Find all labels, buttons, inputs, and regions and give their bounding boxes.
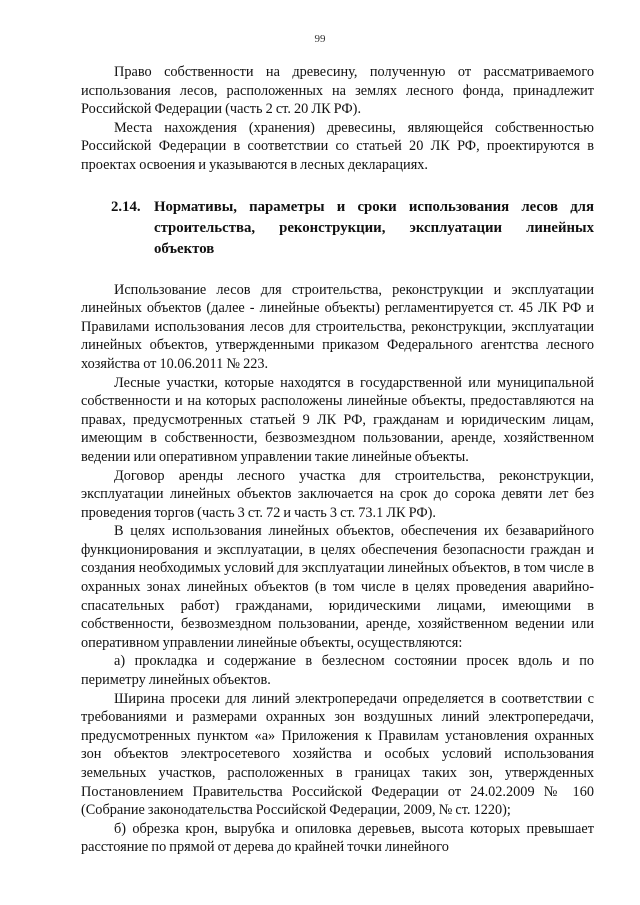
paragraph: Ширина просеки для линий электропередачи определяется в соответствии с требованиями и размерами охранных зон воздушных линий электропередачи, предусмотренных пунктом «а» Приложения к Правилам установления охранных зон объектов электросетевого хозяйства и особых условий использования земельных участков, расположенных в границах таких зон, утвержденных Постановлением Правительства Российской Федерации от 24.02.2009 № 160 (Собрание законодательства Российской Федерации, 2009, № ст. 1220); [81, 690, 594, 819]
list-item-b: б) обрезка крон, вырубка и опиловка деревьев, высота которых превышает расстояние по прямой от дерева до крайней точки линейного [81, 820, 594, 856]
paragraph: Использование лесов для строительства, реконструкции и эксплуатации линейных объектов (далее - линейные объекты) регламентируется ст. 45 ЛК РФ и Правилами использования лесов для строительства, реконструкции, эксплуатации линейных объектов, утвержденными приказом Федерального агентства лесного хозяйства от 10.06.2011 № 223. [81, 281, 594, 372]
paragraph: Места нахождения (хранения) древесины, являющейся собственностью Российской Федерации в соответствии со статьей 20 ЛК РФ, проектируются в проектах освоения и указываются в лесных декларациях. [81, 119, 594, 173]
paragraph: В целях использования линейных объектов, обеспечения их безаварийного функционирования и эксплуатации, в целях обеспечения безопасности граждан и создания необходимых условий для эксплуатации линейных объектов, в том числе в охранных зонах линейных объектов (в том числе в целях проведения аварийно-спасательных работ) гражданами, юридическими лицами, имеющими в собственности, безвозмездном пользовании, аренде, хозяйственном ведении или оперативном управлении линейные объекты, осуществляются: [81, 523, 594, 651]
paragraph: Лесные участки, которые находятся в государственной или муниципальной собственности и на которых расположены линейные объекты, предоставляются на правах, предусмотренных статьей 9 ЛК РФ, гражданам и юридическим лицам, имеющим в собственности, безвозмездном пользовании, аренде, хозяйственном ведении или оперативном управлении такие линейные объекты. [81, 374, 594, 465]
page-number: 99 [314, 33, 326, 45]
paragraph: Договор аренды лесного участка для строительства, реконструкции, эксплуатации линейных объектов заключается на срок до сорока девяти лет без проведения торгов (часть 3 ст. 72 и часть 3 ст. 73.1 ЛК РФ). [81, 467, 594, 521]
section-title: Нормативы, параметры и сроки использования лесов для строительства, реконструкции, эксплуатации линейных объектов [154, 198, 594, 257]
section-heading [81, 197, 594, 260]
section-number: 2.14. [111, 198, 141, 215]
paragraph: Право собственности на древесину, полученную от рассматриваемого использования лесов, расположенных на землях лесного фонда, принадлежит Российской Федерации (часть 2 ст. 20 ЛК РФ). [81, 64, 594, 118]
list-item-a: а) прокладка и содержание в безлесном состоянии просек вдоль и по периметру линейных объектов. [81, 653, 594, 689]
document-body [81, 63, 594, 857]
